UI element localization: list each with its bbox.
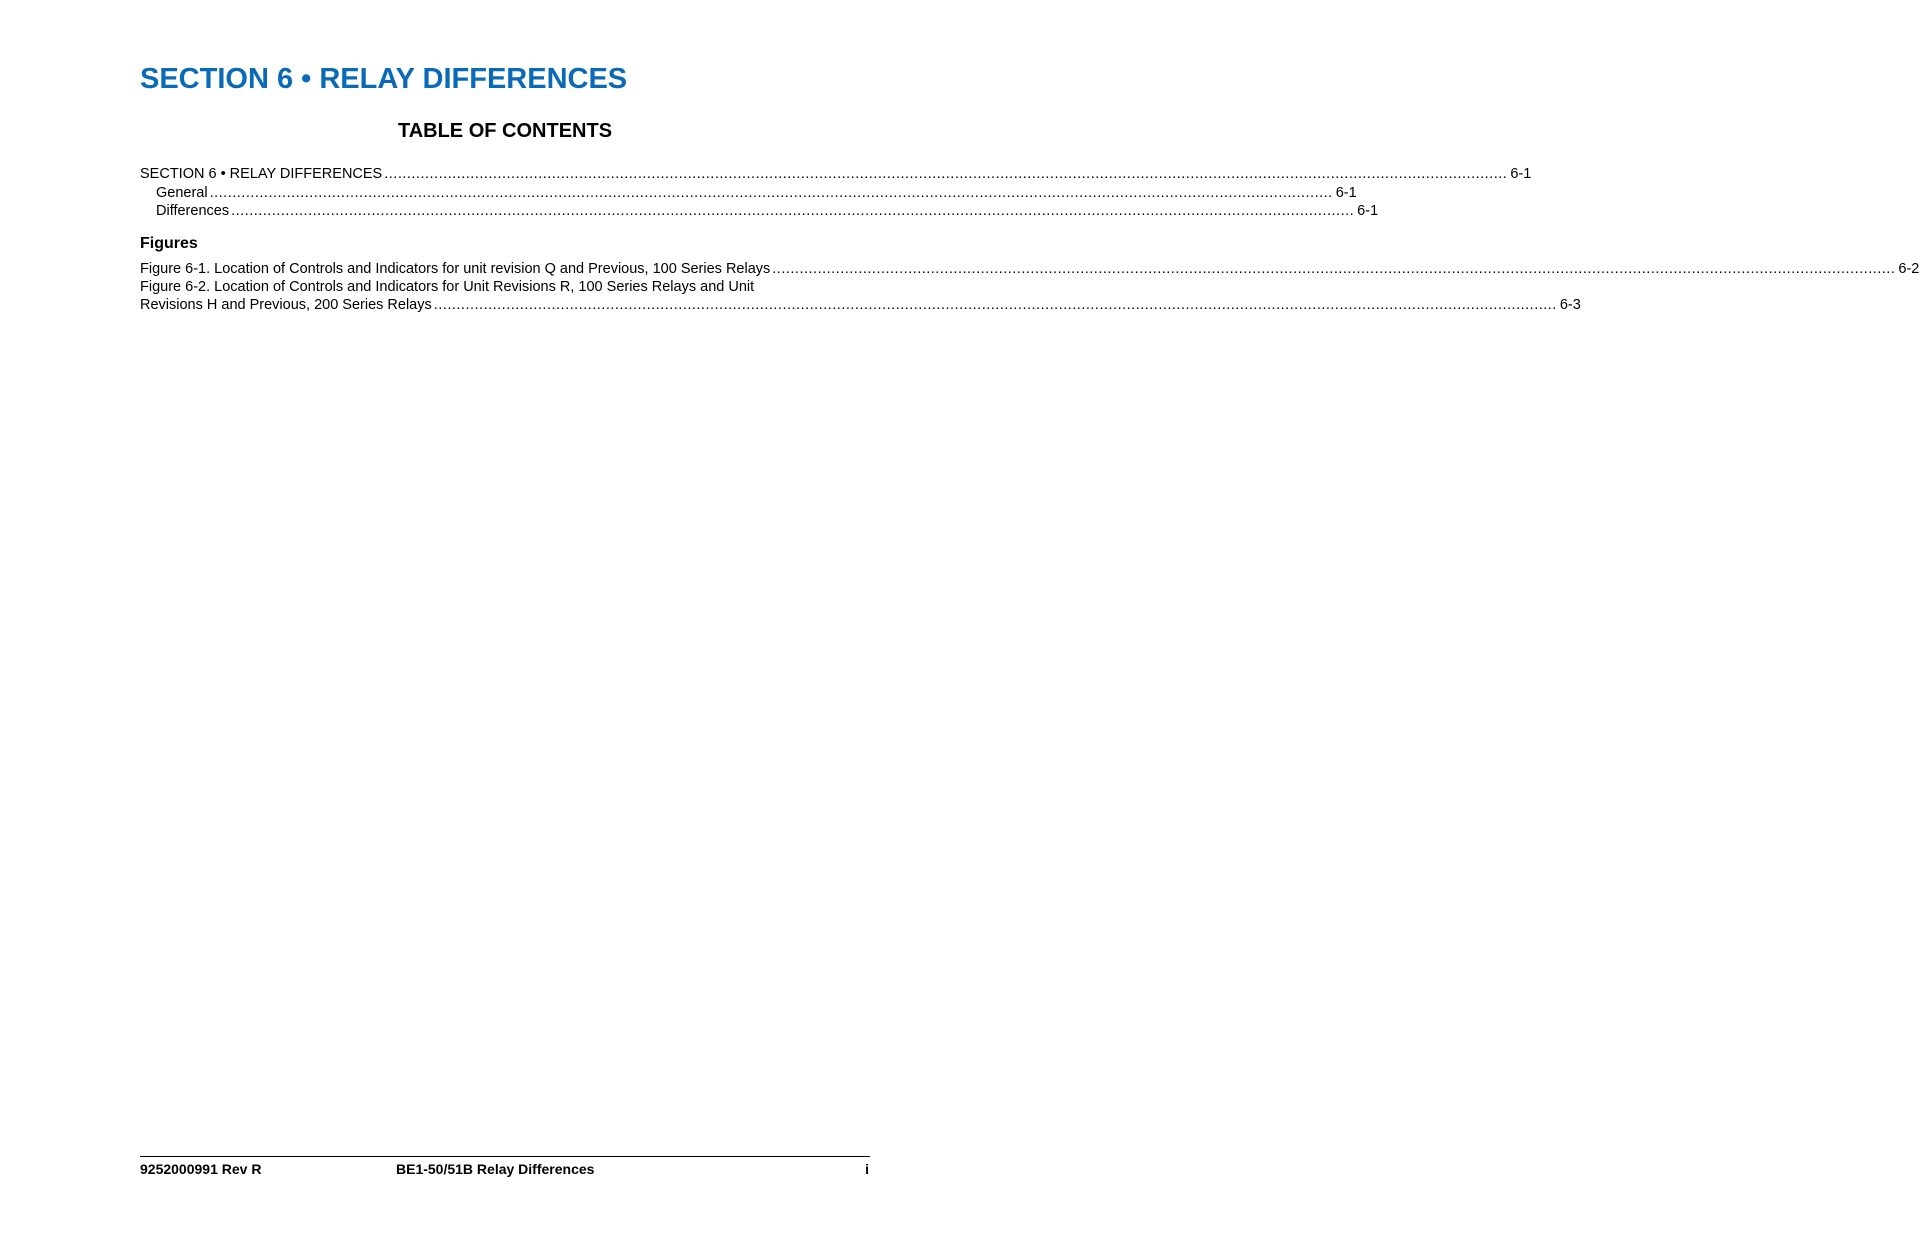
footer-divider xyxy=(140,1156,870,1157)
toc-entry-text: SECTION 6 • RELAY DIFFERENCES xyxy=(140,166,383,182)
section-title: SECTION 6 • RELAY DIFFERENCES xyxy=(140,63,628,95)
footer-doc-title: BE1-50/51B Relay Differences xyxy=(396,1161,595,1177)
figure-entry-page: 6-2 xyxy=(1898,261,1919,277)
toc-entry-page: 6-1 xyxy=(1357,203,1379,219)
toc-entry-page: 6-1 xyxy=(1510,166,1532,182)
figure-entry-text: Revisions H and Previous, 200 Series Relays xyxy=(140,297,432,313)
toc-entry-text: Differences xyxy=(156,203,230,219)
toc-heading: TABLE OF CONTENTS xyxy=(397,120,613,142)
figure-entry-6-2-line1[interactable]: Figure 6-2. Location of Controls and Indicators for Unit Revisions R, 100 Series Relays and Unit xyxy=(140,279,755,295)
figures-heading: Figures xyxy=(140,235,198,252)
toc-leader-dots: ........................................................................................................................................................................................................................................................ xyxy=(772,261,1896,277)
figure-entry-text: Figure 6-1. Location of Controls and Indicators for unit revision Q and Previous, 100 Series Relays xyxy=(140,261,771,277)
toc-entry-general[interactable] xyxy=(156,184,1357,202)
toc-leader-dots: ........................................................................................................................................................................................................................................................ xyxy=(433,297,1557,313)
toc-entry-section-6[interactable] xyxy=(140,165,1532,183)
figure-entry-page: 6-3 xyxy=(1559,297,1581,313)
toc-leader-dots: ........................................................................................................................................................................................................................................................ xyxy=(231,203,1355,219)
toc-entry-page: 6-1 xyxy=(1335,185,1357,201)
toc-leader-dots: ........................................................................................................................................................................................................................................................ xyxy=(209,185,1333,201)
footer-page-number: i xyxy=(865,1161,869,1177)
toc-entry-text: General xyxy=(156,185,208,201)
toc-leader-dots: ........................................................................................................................................................................................................................................................ xyxy=(384,166,1508,182)
toc-entry-differences[interactable] xyxy=(156,202,1379,220)
figure-entry-6-1[interactable] xyxy=(140,260,1919,278)
footer-doc-number: 9252000991 Rev R xyxy=(140,1161,262,1177)
figure-entry-6-2[interactable] xyxy=(140,296,1581,314)
